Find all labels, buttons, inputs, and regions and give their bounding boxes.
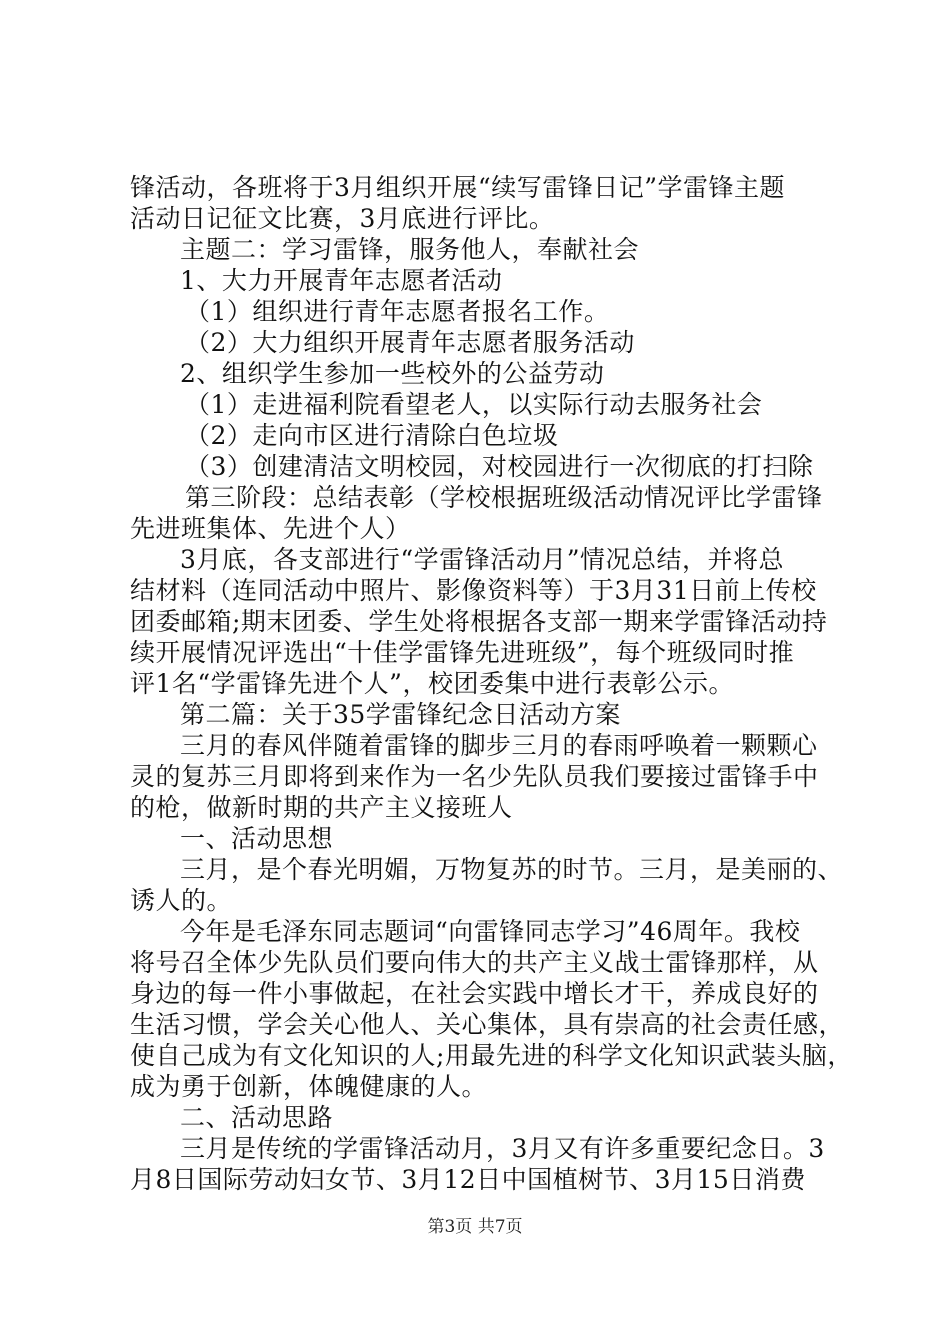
- text-line: 三月是传统的学雷锋活动月，3月又有许多重要纪念日。3: [180, 1134, 825, 1163]
- text-line: 2、组织学生参加一些校外的公益劳动: [180, 359, 605, 388]
- text-line: （1）走进福利院看望老人，以实际行动去服务社会: [185, 390, 763, 419]
- text-line: 使自己成为有文化知识的人;用最先进的科学文化知识武装头脑，: [130, 1041, 853, 1070]
- text-line: 第二篇：关于35学雷锋纪念日活动方案: [180, 700, 621, 729]
- text-line: 结材料（连同活动中照片、影像资料等）于3月31日前上传校: [130, 576, 817, 605]
- text-line: （1）组织进行青年志愿者报名工作。: [185, 297, 610, 326]
- text-line: 生活习惯，学会关心他人、关心集体，具有崇高的社会责任感，: [130, 1010, 845, 1039]
- text-line: 的枪，做新时期的共产主义接班人: [130, 793, 513, 822]
- text-line: 第三阶段：总结表彰（学校根据班级活动情况评比学雷锋: [185, 483, 823, 512]
- text-line: 灵的复苏三月即将到来作为一名少先队员我们要接过雷锋手中: [130, 762, 819, 791]
- document-body: [130, 172, 853, 1195]
- text-line: 成为勇于创新，体魄健康的人。: [130, 1072, 488, 1101]
- text-line: 三月，是个春光明媚，万物复苏的时节。三月，是美丽的、: [180, 855, 844, 884]
- text-line: 将号召全体少先队员们要向伟大的共产主义战士雷锋那样，从: [130, 948, 819, 977]
- text-line: （3）创建清洁文明校园，对校园进行一次彻底的打扫除: [185, 452, 814, 481]
- text-line: 二、活动思路: [180, 1103, 334, 1132]
- text-line: 身边的每一件小事做起，在社会实践中增长才干，养成良好的: [130, 979, 819, 1008]
- text-line: 3月底，各支部进行“学雷锋活动月”情况总结，并将总: [180, 545, 784, 574]
- text-line: 今年是毛泽东同志题词“向雷锋同志学习”46周年。我校: [180, 917, 801, 946]
- page-footer: 第3页 共7页: [427, 1217, 523, 1237]
- text-line: 续开展情况评选出“十佳学雷锋先进班级”，每个班级同时推: [130, 638, 795, 667]
- text-line: （2）走向市区进行清除白色垃圾: [185, 421, 559, 450]
- text-line: 一、活动思想: [180, 824, 334, 853]
- text-line: 锋活动，各班将于3月组织开展“续写雷锋日记”学雷锋主题: [130, 173, 785, 202]
- text-line: 主题二：学习雷锋，服务他人，奉献社会: [180, 235, 640, 264]
- text-line: 先进班集体、先进个人）: [130, 514, 411, 543]
- text-line: 1、大力开展青年志愿者活动: [180, 266, 503, 295]
- text-line: 三月的春风伴随着雷锋的脚步三月的春雨呼唤着一颗颗心: [180, 731, 818, 760]
- text-line: （2）大力组织开展青年志愿者服务活动: [185, 328, 635, 357]
- text-line: 活动日记征文比赛，3月底进行评比。: [130, 204, 555, 233]
- text-line: 诱人的。: [130, 886, 233, 915]
- text-line: 评1名“学雷锋先进个人”，校团委集中进行表彰公示。: [130, 669, 734, 698]
- text-line: 团委邮箱;期末团委、学生处将根据各支部一期来学雷锋活动持: [130, 607, 828, 636]
- text-line: 月8日国际劳动妇女节、3月12日中国植树节、3月15日消费: [130, 1165, 806, 1194]
